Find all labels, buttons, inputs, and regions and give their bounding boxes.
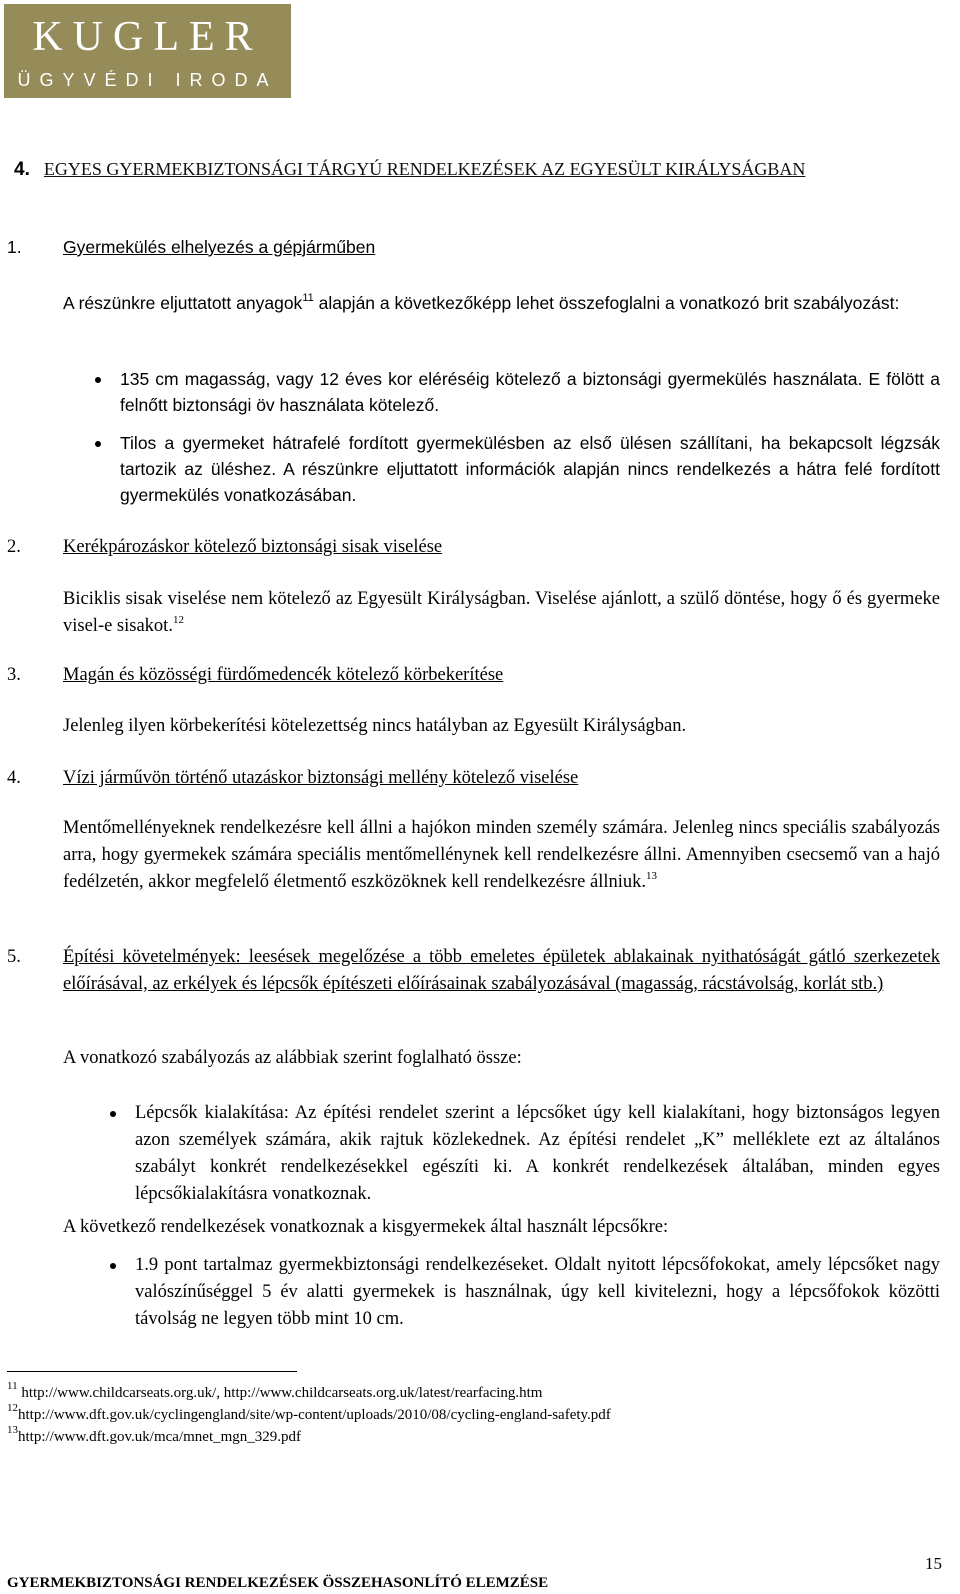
footnote: $^{12}$http://www.dft.gov.uk/cyclingengland/site/wp-content/uploads/2010/08/cycling-england-safety.pdf (7, 1402, 611, 1423)
footnote-link[interactable]: http://www.childcarseats.org.uk/, http://www.childcarseats.org.uk/latest/rearfacing.htm (17, 1385, 543, 1401)
list-item: 1.9 pont tartalmaz gyermekbiztonsági rendelkezéseket. Oldalt nyitott lépcsőfokokat, amely lépcsőket nagy valószínűséggel 5 év alatti gyermekek is használnak, úgy kell kivitelezni, hogy a lépcsőfokok közötti távolság ne legyen több mint 10 cm. (135, 1252, 940, 1333)
section-intro: A vonatkozó szabályozás az alábbiak szerint foglalható össze: (63, 1048, 522, 1068)
list-item: 135 cm magasság, vagy 12 éves kor eléréséig kötelező a biztonsági gyermekülés használata. E fölött a felnőtt biztonsági öv használata kötelező. (120, 366, 940, 418)
list-item: Tilos a gyermeket hátrafelé fordított gyermekülésben az első ülésen szállítani, ha bekapcsolt légzsák tartozik az üléshez. A részünkre eljuttatott információk alapján nincs rendelkezés a hátra felé fordított gyermekülés vonatkozásában. (120, 430, 940, 508)
section-title: Gyermekülés elhelyezés a gépjárműben (63, 237, 376, 257)
footnote: $^{13}$http://www.dft.gov.uk/mca/mnet_mgn_329.pdf (7, 1424, 302, 1445)
section-number: 1. (7, 237, 22, 257)
section-text: Biciklis sisak viselése nem kötelező az Egyesült Királyságban. Viselése ajánlott, a szülő döntése, hogy ő és gyermeke visel-e sisakot.$^{12}$ (63, 589, 940, 636)
footnote-link[interactable]: http://www.dft.gov.uk/mca/mnet_mgn_329.pdf (18, 1429, 302, 1445)
section-number: 3. (7, 665, 21, 685)
section-text: Mentőmellényeknek rendelkezésre kell állni a hajókon minden személy számára. Jelenleg nincs speciális szabályozás arra, hogy gyermekek számára speciális mentőmellénynek kell rendelkezésre állni. Amennyiben csecsemő van a hajó fedélzetén, akkor megfelelő életmentő eszközöknek kell rendelkezésre állniuk.$^{13}$ (63, 818, 940, 892)
footnote-ref: 13 (646, 870, 657, 882)
footnote-divider (7, 1371, 297, 1372)
chapter-title: EGYES GYERMEKBIZTONSÁGI TÁRGYÚ RENDELKEZÉSEK AZ EGYESÜLT KIRÁLYSÁGBAN (43, 159, 806, 179)
logo-name: KUGLER (32, 14, 263, 60)
section-number: 2. (7, 537, 21, 557)
kugler-logo (4, 4, 291, 98)
footnote-link[interactable]: http://www.dft.gov.uk/cyclingengland/site/wp-content/uploads/2010/08/cycling-england-safety.pdf (18, 1407, 611, 1423)
logo-subtitle: ÜGYVÉDI IRODA (17, 70, 278, 90)
section-number: 4. (7, 768, 21, 788)
section-title: Magán és közösségi fürdőmedencék kötelező körbekerítése (63, 665, 504, 685)
section-number: 5. (7, 947, 21, 967)
footnote: $^{11}$ http://www.childcarseats.org.uk/, http://www.childcarseats.org.uk/latest/rearfacing.htm (7, 1380, 543, 1401)
footnote-ref: 12 (172, 614, 184, 626)
section-text: Jelenleg ilyen körbekerítési kötelezettség nincs hatályban az Egyesült Királyságban. (63, 716, 687, 736)
section-title: Építési követelmények: leesések megelőzése a több emeletes épületek ablakainak nyithatóságát gátló szerkezetek előírásával, az erkélyek és lépcsők építészeti előírásainak szabályozásával (magasság, rácstávolság, korlát stb.) (63, 947, 940, 994)
chapter-heading (14, 159, 805, 181)
section-title: Kerékpározáskor kötelező biztonsági sisak viselése (63, 537, 443, 557)
section-title: Vízi járművön történő utazáskor biztonsági mellény kötelező viselése (63, 768, 579, 788)
list-item: Lépcsők kialakítása: Az építési rendelet szerint a lépcsőket úgy kell kialakítani, hogy biztonságos legyen azon személyek számára, akik rajtuk közlekednek. Az építési rendelet „K” melléklete ezt az általános szabályt konkrét rendelkezésekkel egészíti ki. A konkrét rendelkezések általában, minden egyes lépcsőkialakításra vonatkoznak. (135, 1100, 940, 1208)
section-intro-2: A következő rendelkezések vonatkoznak a kisgyermekek által használt lépcsőkre: (63, 1217, 669, 1237)
footnote-ref: 11 (302, 292, 314, 304)
chapter-number: 4. (14, 159, 30, 180)
page-footer: GYERMEKBIZTONSÁGI RENDELKEZÉSEK ÖSSZEHASONLÍTÓ ELEMZÉSE (7, 1575, 549, 1591)
page-number: 15 (925, 1554, 942, 1573)
section-intro: A részünkre eljuttatott anyagok$^{11}$ alapján a következőképp lehet összefoglalni a vonatkozó brit szabályozást: (63, 292, 900, 313)
